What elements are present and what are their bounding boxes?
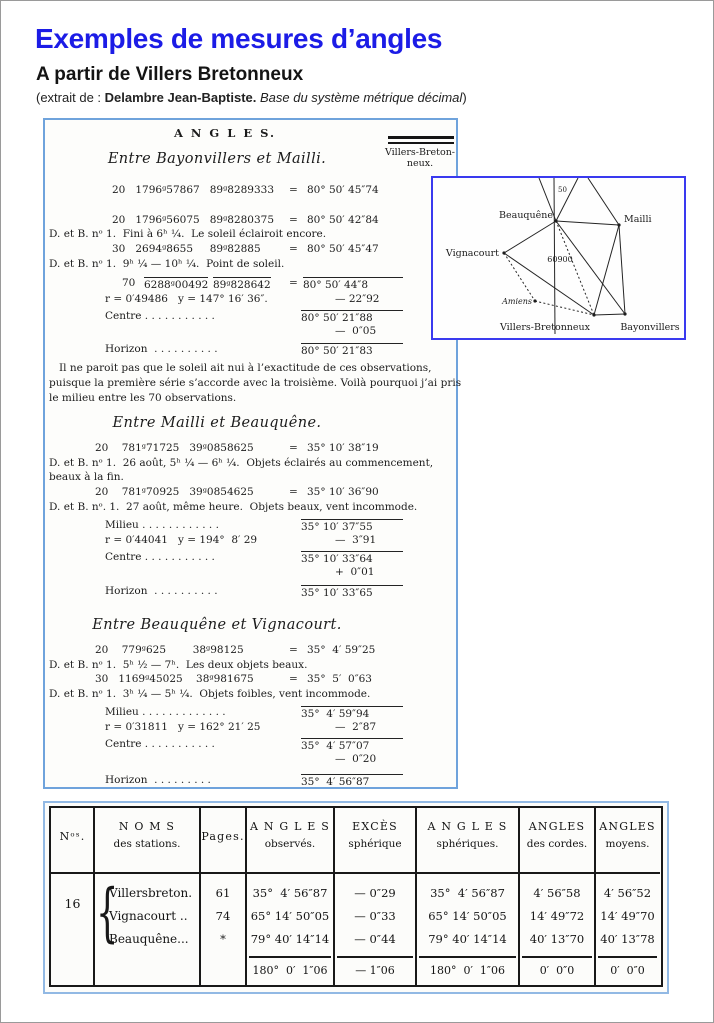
scan-line xyxy=(47,228,454,243)
citation-prefix: (extrait de : xyxy=(36,90,105,105)
table-total-obs: 180° 0′ 1″06 xyxy=(252,964,328,977)
scan-line xyxy=(47,258,454,273)
map-edge-amiens-villers xyxy=(535,301,594,315)
citation-author: Delambre Jean-Baptiste. xyxy=(104,90,257,105)
scan-line xyxy=(47,644,454,659)
scan-line xyxy=(47,566,454,581)
triangulation-svg xyxy=(433,178,684,338)
scan-line xyxy=(47,415,454,430)
scan-section-heading: Entre Beauquêne et Vignacourt. xyxy=(92,617,342,633)
scan-text: 35° 10′ 36″90 xyxy=(307,486,379,498)
scan-line xyxy=(47,721,454,736)
scan-line xyxy=(47,392,454,407)
scan-double-rule xyxy=(388,136,454,144)
table-header-sph: A N G L E S xyxy=(427,820,508,833)
table-total-sph: 180° 0′ 1″06 xyxy=(429,964,506,977)
table-cell-pages: 61 xyxy=(215,886,231,900)
scan-text: beaux à la fin. xyxy=(49,471,124,483)
scan-text: = xyxy=(289,184,298,196)
scan-text: 80° 50′ 45″47 xyxy=(307,243,379,255)
table-cell-moyens: 14′ 49″70 xyxy=(600,909,655,923)
table-cell-pages: 74 xyxy=(215,909,231,923)
table-header-pages: Pages. xyxy=(201,830,245,843)
table-header-nos: Nᵒˢ. xyxy=(59,830,86,843)
scan-text: puisque la première série s’accorde avec la troisième. Voilà pourquoi j’ai pris xyxy=(49,377,462,389)
scan-text: r = 0′49486 y = 147° 16′ 36″. xyxy=(105,293,268,305)
map-edge-beauquene-mailli xyxy=(556,221,619,225)
scan-text: r = 0′31811 y = 162° 21′ 25 xyxy=(105,721,261,733)
scan-text: 35° 10′ 33″64 xyxy=(301,551,403,565)
scan-text: 80° 50′ 21″88 xyxy=(301,310,403,324)
scan-margin-note: Villers-Breton- xyxy=(384,147,456,158)
table-cell-sph: 65° 14′ 50″05 xyxy=(428,909,507,923)
scan-line xyxy=(47,277,454,292)
table-header-obs-sub: observés. xyxy=(264,838,316,850)
scan-text: 35° 4′ 57″07 xyxy=(301,738,403,752)
table-total-moyens: 0′ 0″0 xyxy=(610,964,645,977)
map-label: 50 xyxy=(558,186,567,194)
scan-text: 89ᵍ828642 xyxy=(213,279,271,291)
map-label: Beauquêne xyxy=(499,210,553,221)
scan-line xyxy=(47,442,454,457)
scan-text: — 2″87 xyxy=(335,721,377,733)
scan-section-heading: Entre Mailli et Beauquêne. xyxy=(112,415,322,431)
scan-line xyxy=(47,471,454,486)
scan-line xyxy=(47,377,462,392)
map-node-vignacourt xyxy=(502,251,505,254)
scan-line xyxy=(47,457,454,472)
scan-text: D. et B. nᵒ. 1. 27 août, même heure. Objets beaux, vent incommode. xyxy=(49,501,418,513)
scan-text: 35° 10′ 33″65 xyxy=(301,585,403,599)
scan-text: — 22″92 xyxy=(335,293,380,305)
table-cell-noms: Vignacourt .. xyxy=(109,909,188,923)
scan-text: Centre . . . . . . . . . . . xyxy=(105,310,215,322)
scan-text: — 0″20 xyxy=(335,753,377,765)
scan-text: Milieu . . . . . . . . . . . . . xyxy=(105,706,226,718)
scan-line xyxy=(47,534,454,549)
page-title: Exemples de mesures d’angles xyxy=(35,23,443,54)
scan-text: D. et B. nᵒ 1. 26 août, 5ʰ ¼ — 6ʰ ¼. Objets éclairés au commencement, xyxy=(49,457,434,469)
scan-line xyxy=(47,617,454,632)
scan-text: 80° 50′ 42″84 xyxy=(307,214,379,226)
table-header-moyens-sub: moyens. xyxy=(605,838,650,850)
table-group-brace: { xyxy=(96,876,119,950)
scan-text: 80° 50′ 44″8 xyxy=(303,277,403,291)
scan-text: 35° 10′ 38″19 xyxy=(307,442,379,454)
map-label: Amiens xyxy=(502,297,532,306)
scan-section-heading: Entre Bayonvillers et Mailli. xyxy=(107,151,327,167)
scan-text: = xyxy=(289,486,298,498)
scan-text: 80° 50′ 21″83 xyxy=(301,343,403,357)
table-cell-cordes: 40′ 13″70 xyxy=(529,932,585,946)
scan-text: 6288ᵍ00492 xyxy=(144,279,209,291)
page-subtitle: A partir de Villers Bretonneux xyxy=(36,64,304,85)
scan-text: 20 1796ᵍ56075 89ᵍ8280375 xyxy=(112,214,275,226)
scan-line xyxy=(47,325,454,340)
scan-text: D. et B. nᵒ 1. 9ʰ ¼ — 10ʰ ¼. Point de soleil. xyxy=(49,258,285,270)
scan-text: 20 1796ᵍ57867 89ᵍ8289333 xyxy=(112,184,275,196)
scan-text: — 0″05 xyxy=(335,325,377,337)
angles-table-frame xyxy=(49,806,663,987)
scan-text: Milieu . . . . . . . . . . . . xyxy=(105,519,219,531)
table-cell-exces: — 0″29 xyxy=(354,886,396,900)
table-cell-moyens: 40′ 13″78 xyxy=(600,932,655,946)
map-edge-beauquene-bayonvillers xyxy=(556,221,625,314)
map-label: Bayonvillers xyxy=(620,322,680,333)
table-cell-obs: 65° 14′ 50″05 xyxy=(250,909,330,923)
map-edge-vignacourt-amiens xyxy=(504,253,535,301)
map-edge-villers-bayonvillers xyxy=(594,314,625,315)
scan-line xyxy=(47,774,454,789)
table-group-number: 16 xyxy=(64,896,81,911)
table-header-exces-sub: sphérique xyxy=(348,838,402,850)
scan-line xyxy=(47,310,454,325)
table-cell-cordes: 14′ 49″72 xyxy=(529,909,585,923)
scan-text: = xyxy=(289,277,298,289)
scan-text: D. et B. nᵒ 1. 5ʰ ½ — 7ʰ. Les deux objets beaux. xyxy=(49,659,308,671)
scan-text: 30 1169ᵍ45025 38ᵍ981675 xyxy=(95,673,254,685)
table-cell-exces: — 0″33 xyxy=(354,909,396,923)
scan-text: 35° 5′ 0″63 xyxy=(307,673,372,685)
map-label: Villers-Bretonneux xyxy=(499,322,591,333)
table-cell-obs: 79° 40′ 14″14 xyxy=(250,932,330,946)
scan-text: le milieu entre les 70 observations. xyxy=(49,392,237,404)
table-header-sph-sub: sphériques. xyxy=(436,838,499,850)
table-header-cordes: ANGLES xyxy=(528,820,586,833)
citation-work: Base du système métrique décimal xyxy=(256,90,463,105)
scan-title: A N G L E S. xyxy=(173,126,277,140)
map-edge-beauquene-villers xyxy=(556,221,594,315)
scan-line xyxy=(47,659,454,674)
map-meridian-line xyxy=(556,178,578,221)
scan-line xyxy=(47,214,454,229)
scan-line xyxy=(47,362,454,377)
triangulation-map xyxy=(431,176,686,340)
scan-text: Horizon . . . . . . . . . . xyxy=(105,585,218,597)
scan-line xyxy=(47,585,454,600)
table-cell-pages: * xyxy=(220,932,226,946)
map-node-villers xyxy=(592,313,595,316)
scan-text: Centre . . . . . . . . . . . xyxy=(105,738,215,750)
map-node-mailli xyxy=(617,223,620,226)
scan-line xyxy=(47,551,454,566)
scan-line xyxy=(47,753,454,768)
table-header-noms: N O M S xyxy=(118,820,176,833)
table-cell-noms: Beauquêne... xyxy=(109,932,189,946)
table-cell-exces: — 0″44 xyxy=(354,932,396,946)
scan-text: 20 781ᵍ70925 39ᵍ0854625 xyxy=(95,486,254,498)
scan-line xyxy=(47,243,454,258)
scan-text: 20 779ᵍ625 38ᵍ98125 xyxy=(95,644,244,656)
scan-text: Il ne paroit pas que le soleil ait nui à l’exactitude de ces observations, xyxy=(59,362,432,374)
scan-text: 35° 4′ 59″25 xyxy=(307,644,376,656)
table-header-noms-sub: des stations. xyxy=(113,838,181,850)
scan-text: = xyxy=(289,214,298,226)
scan-text: + 0″01 xyxy=(335,566,375,578)
map-node-beauquene xyxy=(554,219,557,222)
scan-line xyxy=(47,688,454,703)
table-cell-obs: 35° 4′ 56″87 xyxy=(252,886,328,900)
map-node-amiens xyxy=(533,299,536,302)
table-header-obs: A N G L E S xyxy=(250,820,330,833)
map-label: 60900 xyxy=(547,255,573,264)
table-header-moyens: ANGLES xyxy=(599,820,656,833)
scan-line xyxy=(47,738,454,753)
scan-text: 20 781ᵍ71725 39ᵍ0858625 xyxy=(95,442,254,454)
angles-summary-table xyxy=(43,801,669,994)
table-header-underline xyxy=(51,872,660,874)
scan-text: 80° 50′ 45″74 xyxy=(307,184,379,196)
scan-line xyxy=(47,673,454,688)
scan-line xyxy=(47,501,454,516)
scan-text: Centre . . . . . . . . . . . xyxy=(105,551,215,563)
scan-line xyxy=(47,519,454,534)
scan-text: — 3″91 xyxy=(335,534,377,546)
scan-excerpt xyxy=(43,118,462,789)
scan-margin-note: neux. xyxy=(406,158,434,169)
scan-text: 70 xyxy=(122,277,136,289)
map-label: Mailli xyxy=(624,214,652,225)
table-cell-noms: Villersbreton. xyxy=(109,886,193,900)
scan-text: Horizon . . . . . . . . . . xyxy=(105,343,218,355)
map-label: Vignacourt xyxy=(445,248,499,259)
map-edge-beauquene-vignacourt xyxy=(504,221,556,253)
scan-text: 30 2694ᵍ8655 89ᵍ82885 xyxy=(112,243,261,255)
scan-text: 35° 4′ 59″94 xyxy=(301,706,403,720)
map-node-bayonvillers xyxy=(623,312,626,315)
scan-line xyxy=(47,706,454,721)
scan-line xyxy=(47,343,454,358)
scan-line xyxy=(47,151,454,166)
table-cell-sph: 79° 40′ 14″14 xyxy=(428,932,507,946)
map-edge-mailli-bayonvillers xyxy=(619,225,625,314)
scan-text: Horizon . . . . . . . . . xyxy=(105,774,211,786)
table-header-cordes-sub: des cordes. xyxy=(526,838,588,850)
scan-text: D. et B. nᵒ 1. 3ʰ ¼ — 5ʰ ¼. Objets foibles, vent incommode. xyxy=(49,688,371,700)
scan-text: 35° 4′ 56″87 xyxy=(301,774,403,788)
table-total-exces: — 1″06 xyxy=(355,964,395,977)
scan-text: D. et B. nᵒ 1. Fini à 6ʰ ¼. Le soleil éclairoit encore. xyxy=(49,228,327,240)
table-total-cordes: 0′ 0″0 xyxy=(539,964,575,977)
table-cell-cordes: 4′ 56″58 xyxy=(533,886,581,900)
scan-line xyxy=(47,486,454,501)
scan-line xyxy=(47,184,454,199)
table-cell-moyens: 4′ 56″52 xyxy=(603,886,652,900)
scan-text: r = 0′44041 y = 194° 8′ 29 xyxy=(105,534,258,546)
scan-line xyxy=(47,293,454,308)
table-cell-sph: 35° 4′ 56″87 xyxy=(430,886,505,900)
citation xyxy=(36,90,467,105)
scan-text: = xyxy=(289,673,298,685)
scan-text: = xyxy=(289,243,298,255)
scan-text: 35° 10′ 37″55 xyxy=(301,519,403,533)
table-header-exces: EXCÈS xyxy=(352,820,398,833)
scan-text: = xyxy=(289,644,298,656)
scan-excerpt-content xyxy=(47,122,462,788)
scan-text: = xyxy=(289,442,298,454)
citation-suffix: ) xyxy=(462,90,467,105)
map-meridian-line xyxy=(588,178,619,225)
